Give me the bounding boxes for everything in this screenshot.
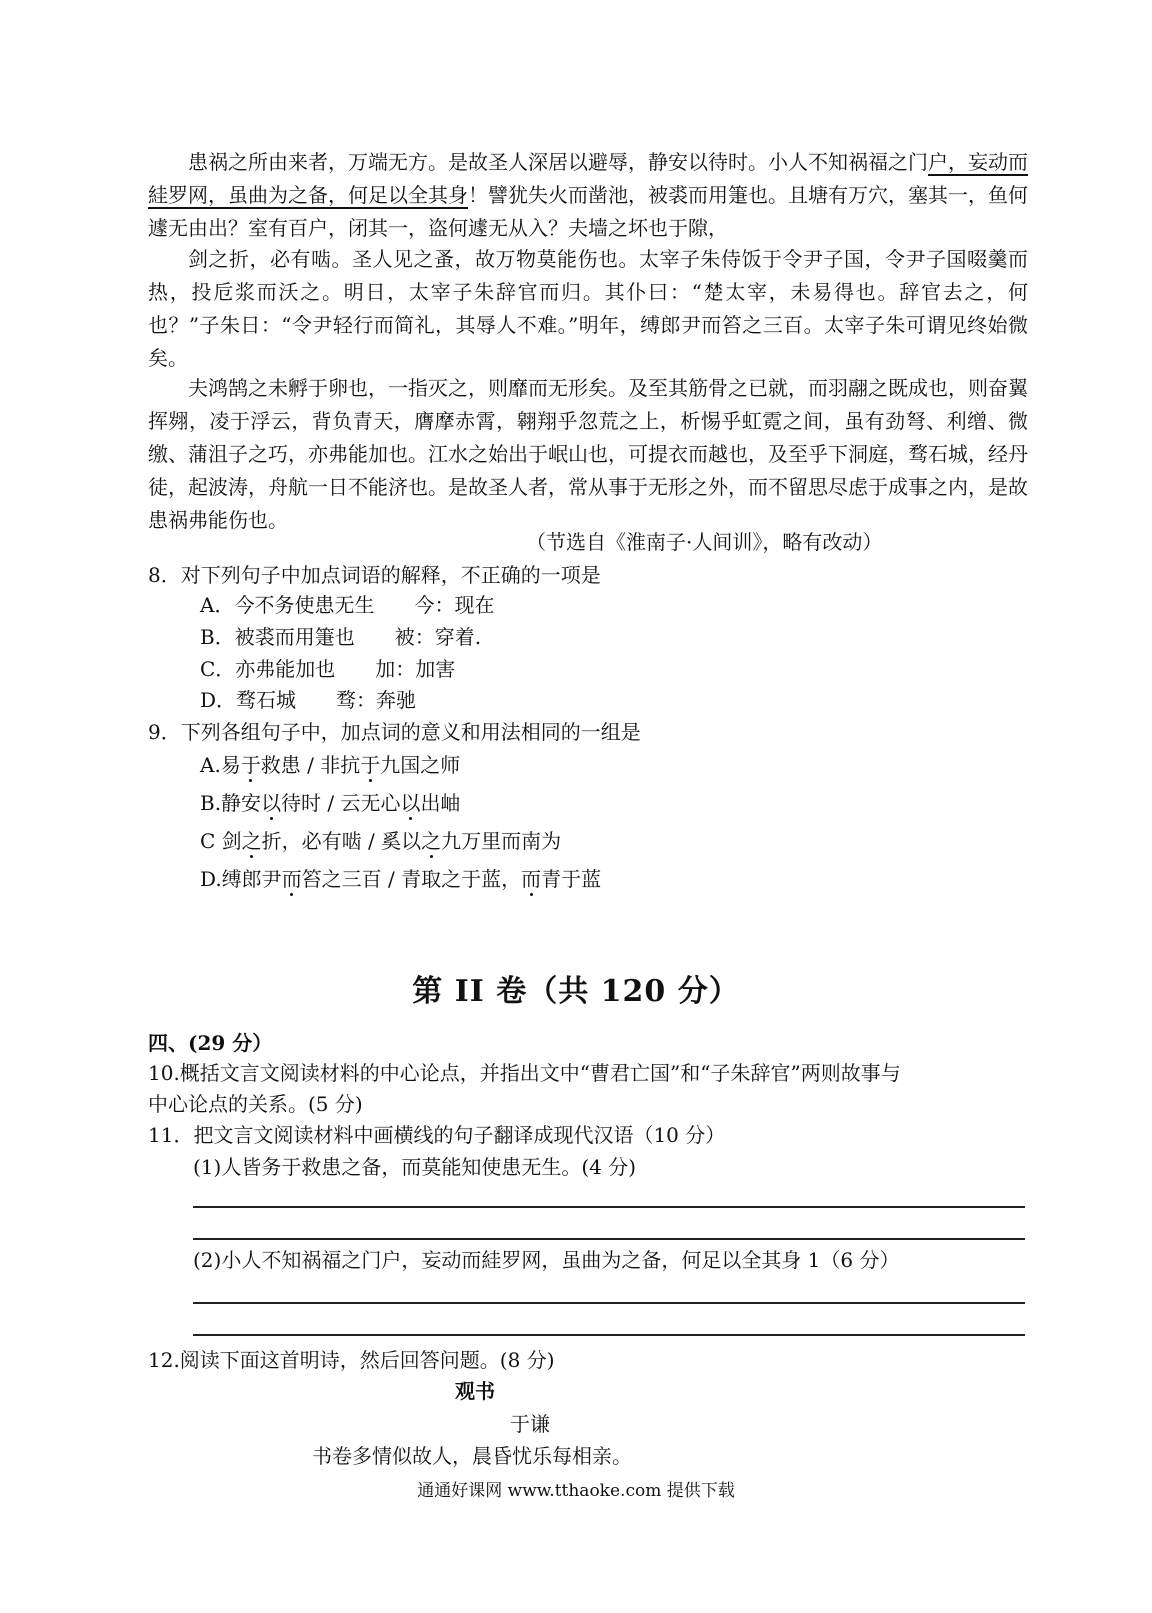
question-11-stem: 11．把文言文阅读材料中画横线的句子翻译成现代汉语（10 分） (148, 1123, 726, 1147)
question-11-part-2: (2)小人不知祸福之门户，妄动而絓罗网，虽曲为之备，何足以全其身 1（6 分） (193, 1248, 900, 1272)
question-9-option-b: B.静安以待时 / 云无心以出岫 (200, 791, 461, 815)
dotted-word: 之 (241, 829, 262, 853)
dotted-word: 于 (240, 753, 261, 777)
passage-text: ！譬犹失火而凿池，被裘而用箑也。且塘有万穴，塞其一，鱼何遽无由出？室有百户，闭其一，盗何遽无从入？夫墙之坏也于隙， (148, 183, 1028, 240)
question-10-line-2: 中心论点的关系。(5 分) (148, 1092, 363, 1116)
dotted-word: 而 (281, 867, 302, 891)
question-8-option-c: C．亦弗能加也 加：加害 (200, 657, 456, 681)
answer-line (193, 1302, 1025, 1304)
question-9-option-a: A.易于救患 / 非抗于九国之师 (200, 753, 461, 777)
question-10-line-1: 10.概括文言文阅读材料的中心论点，并指出文中“曹君亡国”和“子朱辞官”两则故事与 (148, 1061, 901, 1085)
dotted-word: 之 (421, 829, 442, 853)
dotted-word: 于 (360, 753, 381, 777)
page-footer: 通通好课网 www.tthaoke.com 提供下载 (417, 1481, 735, 1501)
passage-text: 患祸之所由来者，万端无方。是故圣人深居以避辱，静安以待时。小人不知祸福之门 (188, 150, 928, 174)
question-8-stem: 8．对下列句子中加点词语的解释，不正确的一项是 (148, 563, 601, 587)
question-9-stem: 9．下列各组句子中，加点词的意义和用法相同的一组是 (148, 720, 641, 744)
question-8-option-a: A．今不务使患无生 今：现在 (200, 593, 495, 617)
dotted-word: 以 (261, 791, 282, 815)
passage-source: （节选自《淮南子·人间训》，略有改动） (526, 530, 883, 554)
poem-title: 观书 (455, 1379, 495, 1403)
question-9-option-d: D.缚郎尹而笞之三百 / 青取之于蓝，而青于蓝 (200, 867, 602, 891)
underlined-sentence: 户，妄动而絓罗网，虽曲为之备，何足以全其身 (148, 150, 1028, 207)
answer-line (193, 1238, 1025, 1240)
poem-line-1: 书卷多情似故人，晨昏忧乐每相亲。 (312, 1444, 632, 1468)
question-11-part-1: (1)人皆务于救患之备，而莫能知使患无生。(4 分) (193, 1155, 637, 1179)
section-title: 第 II 卷（共 120 分） (412, 974, 740, 1009)
passage-paragraph-1 (148, 146, 1028, 245)
question-8-option-d: D．骛石城 骛：奔驰 (200, 688, 417, 712)
passage-paragraph-3: 夫鸿鹄之未孵于卵也，一指灭之，则靡而无形矣。及至其筋骨之已就，而羽翮之既成也，则奋翼挥翙，凌于浮云，背负青天，膺摩赤霄，翱翔乎忽荒之上，析惕乎虹霓之间，虽有劲弩、利缯、微缴、蒲沮子之巧，亦弗能加也。江水之始出于岷山也，可提衣而越也，及至乎下洞庭，骛石城，经丹徒，起波涛，舟航一日不能济也。是故圣人者，常从事于无形之外，而不留思尽虑于成事之内，是故患祸弗能伤也。 (148, 376, 1028, 532)
dotted-word: 以 (400, 791, 421, 815)
answer-line (193, 1206, 1025, 1208)
question-12-stem: 12.阅读下面这首明诗，然后回答问题。(8 分) (148, 1348, 555, 1372)
poem-author: 于谦 (510, 1412, 550, 1436)
question-9-option-c: C 剑之折，必有啮 / 奚以之九万里而南为 (200, 829, 562, 853)
answer-line (193, 1334, 1025, 1336)
dotted-word: 而 (521, 867, 542, 891)
part-4-heading: 四、(29 分） (148, 1031, 273, 1055)
passage-paragraph-2: 剑之折，必有啮。圣人见之蚤，故万物莫能伤也。太宰子朱侍饭于令尹子国，令尹子国啜羹而热，投卮浆而沃之。明日，太宰子朱辞官而归。其仆曰：“楚太宰，未易得也。辞官去之，何也？”子朱日：“令尹轻行而简礼，其辱人不难。”明年，缚郎尹而笞之三百。太宰子朱可谓见终始微矣。 (148, 247, 1028, 370)
question-8-option-b: B．被裘而用箑也 被：穿着. (200, 625, 482, 649)
